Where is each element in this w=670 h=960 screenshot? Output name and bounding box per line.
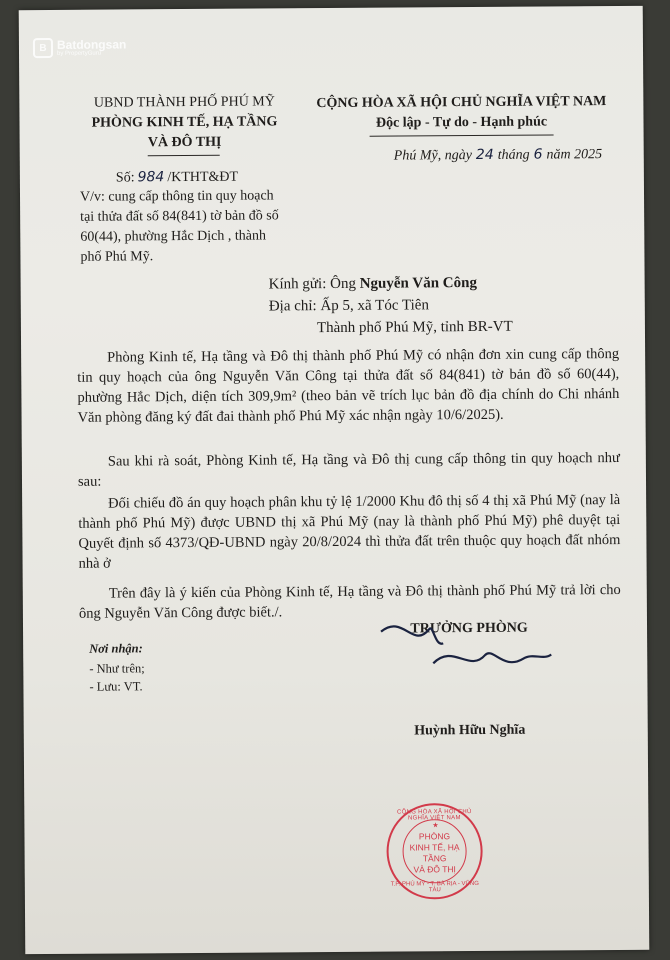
official-red-stamp [386, 803, 483, 900]
doc-number-value: 984 [137, 169, 165, 186]
body-paragraph-1: Phòng Kinh tế, Hạ tầng và Đô thị thành phố Phú Mỹ có nhận đơn xin cung cấp thông tin quy hoạch của ông Nguyễn Văn Công tại thửa đất số 84(841) tờ bản đồ số 60(44), phường Hắc Dịch, diện tích 309,9m² (theo bản vẽ trích lục bản đồ địa chính do Chi nhánh Văn phòng đăng ký đất đai thành phố Phú Mỹ xác nhận ngày 10/6/2025). [77, 346, 620, 426]
recipient-address-1: Địa chỉ: Ấp 5, xã Tóc Tiên [268, 297, 429, 315]
recipient-name: Nguyễn Văn Công [359, 274, 478, 292]
issuer-department: PHÒNG KINH TẾ, HẠ TẦNG [91, 114, 278, 131]
doc-number-prefix: Số: [115, 170, 135, 186]
stamp-center [402, 831, 466, 875]
signer-name: Huỳnh Hữu Nghĩa [414, 722, 526, 739]
date-month-label: tháng [497, 147, 530, 163]
handwritten-signature [373, 602, 564, 713]
stamp-ring-bottom: T.P. PHÚ MỸ - T. BÀ RỊA - VŨNG TÀU [390, 880, 479, 894]
document-page [19, 6, 650, 954]
stamp-star-icon: ★ [432, 822, 439, 830]
stamp-center-line-3: VÀ ĐÔ THỊ [413, 864, 456, 875]
recipients-item-2: - Lưu: VT. [89, 679, 143, 694]
header-right-underline [370, 134, 554, 136]
watermark-sub: by PropertyGuru [56, 50, 102, 57]
header-left-underline [148, 155, 220, 157]
issuer-department-cont: VÀ ĐÔ THỊ [147, 134, 222, 151]
recipient-line [269, 275, 477, 293]
national-title: CỘNG HÒA XÃ HỘI CHỦ NGHĨA VIỆT NAM [316, 94, 607, 112]
issuer-authority: UBND THÀNH PHỐ PHÚ MỸ [93, 94, 275, 111]
watermark [33, 37, 126, 58]
subject-line-2: tại thửa đất số 84(841) tờ bản đồ số [80, 208, 279, 225]
stamp-center-line-2: KINH TẾ, HẠ TẦNG [409, 842, 460, 864]
stamp-center-line-1: PHÒNG [418, 831, 451, 842]
date-day: 24 [475, 146, 494, 164]
date-month: 6 [533, 146, 543, 163]
document-number [116, 169, 238, 187]
batdongsan-logo-icon: B [33, 38, 53, 58]
body-paragraph-4: Trên đây là ý kiến của Phòng Kinh tế, Hạ tầng và Đô thị thành phố Phú Mỹ trả lời cho ông Nguyễn Văn Công được biết./. [78, 582, 621, 622]
national-motto: Độc lập - Tự do - Hạnh phúc [375, 114, 548, 131]
subject-line-1: V/v: cung cấp thông tin quy hoạch [79, 188, 274, 205]
recipient-greeting: Kính gửi: Ông [268, 275, 360, 293]
recipient-address-2: Thành phố Phú Mỹ, tỉnh BR-VT [316, 318, 513, 337]
date-line [394, 146, 603, 164]
signer-title: TRƯỞNG PHÒNG [410, 620, 528, 637]
stamp-ring-top: CỘNG HÒA XÃ HỘI CHỦ NGHĨA VIỆT NAM [396, 809, 472, 822]
watermark-brand: Batdongsan [56, 37, 127, 52]
doc-number-suffix: /KTHT&ĐT [167, 169, 239, 186]
body-paragraph-3: Đối chiếu đồ án quy hoạch phân khu tỷ lệ 1/2000 Khu đô thị số 4 thị xã Phú Mỹ (nay là thành phố Phú Mỹ) được UBND thị xã Phú Mỹ (nay là thành phố Phú Mỹ) phê duyệt tại Quyết định số 4373/QĐ-UBND ngày 20/8/2024 thì thửa đất trên thuộc quy hoạch đất nhóm nhà ở [78, 492, 621, 572]
subject-line-3: 60(44), phường Hắc Dịch , thành [80, 228, 267, 245]
recipients-item-1: - Như trên; [89, 661, 145, 676]
subject-line-4: phố Phú Mỹ. [80, 249, 154, 265]
recipients-title: Nơi nhận: [89, 641, 143, 656]
date-place: Phú Mỹ, ngày [393, 148, 472, 164]
date-year: năm 2025 [546, 147, 603, 163]
body-paragraph-2: Sau khi rà soát, Phòng Kinh tế, Hạ tầng và Đô thị cung cấp thông tin quy hoạch như sau: [77, 450, 620, 490]
